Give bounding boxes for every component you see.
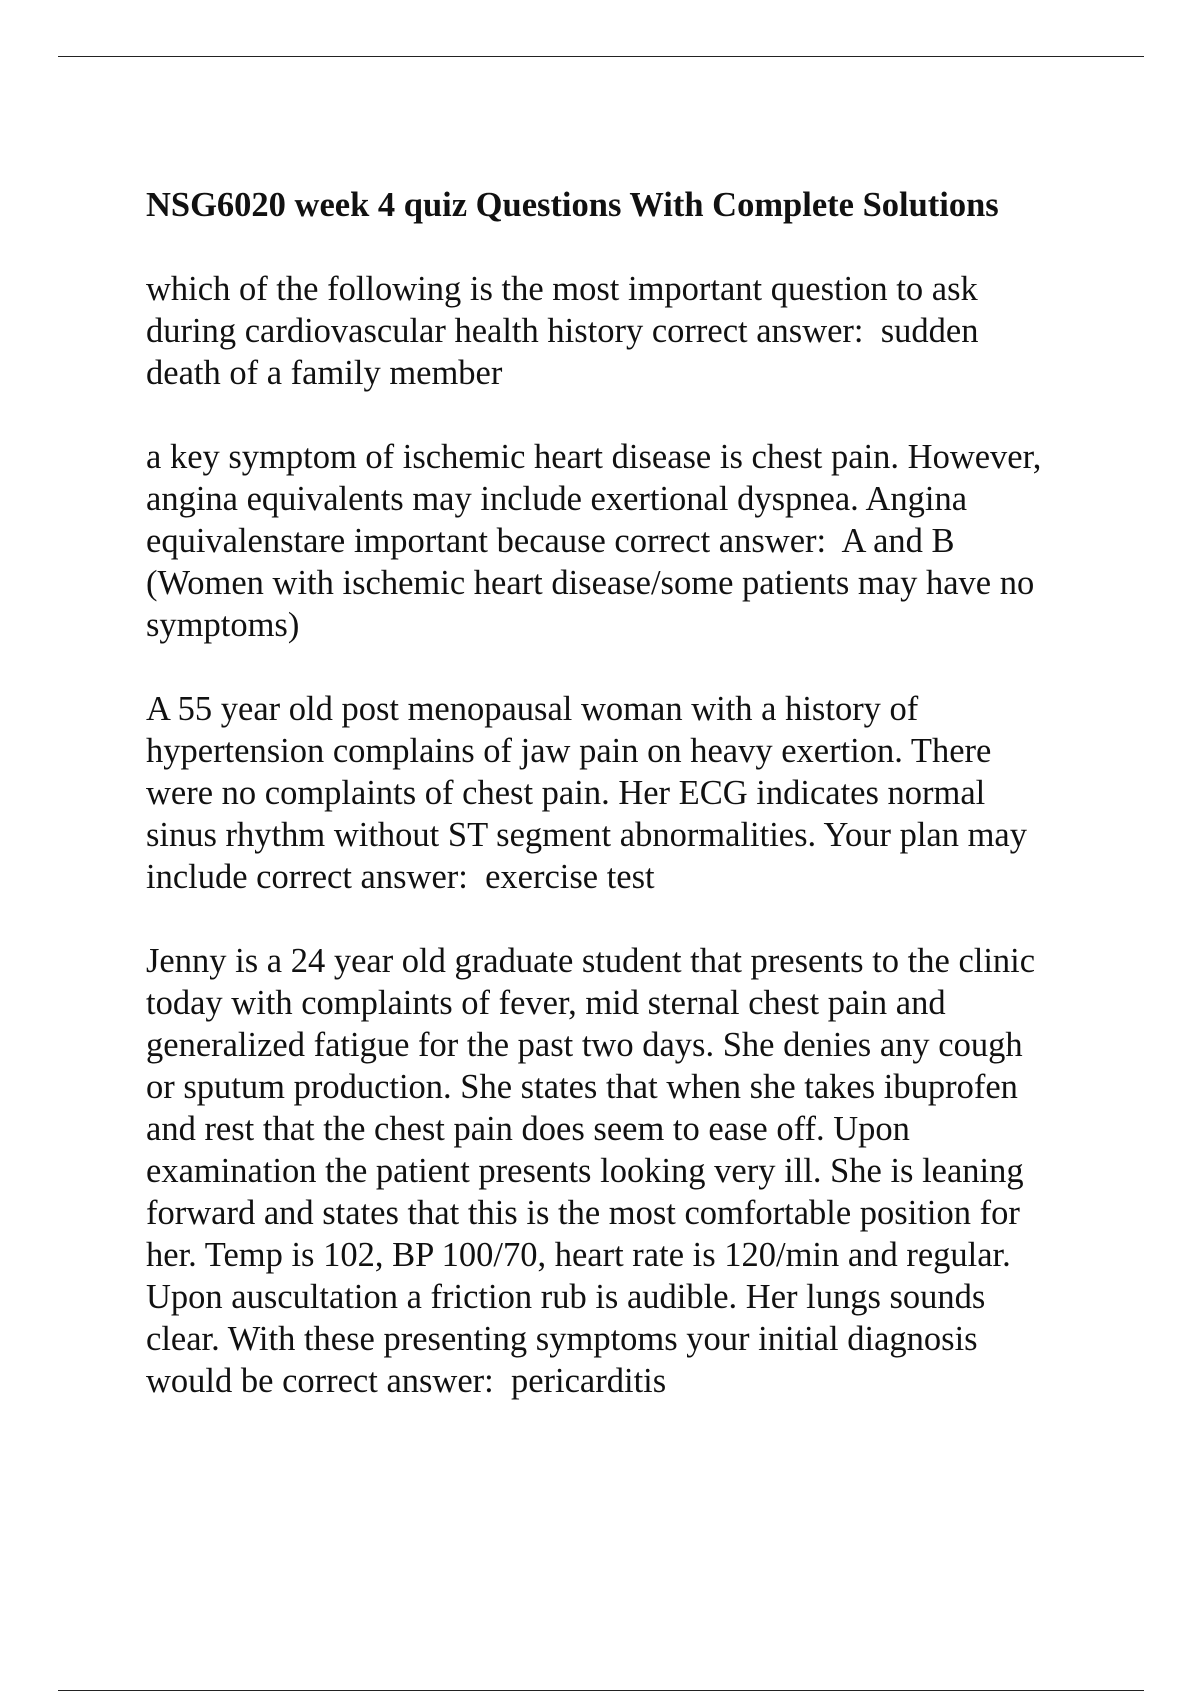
qa-line: generalized fatigue for the past two days. She denies any cough — [146, 1026, 1023, 1064]
qa-line: her. Temp is 102, BP 100/70, heart rate is 120/min and regular. — [146, 1236, 1011, 1274]
qa-line: death of a family member — [146, 354, 503, 392]
qa-line: (Women with ischemic heart disease/some patients may have no — [146, 564, 1035, 602]
qa-line: which of the following is the most important question to ask — [146, 270, 978, 308]
qa-line: symptoms) — [146, 606, 300, 644]
qa-line: today with complaints of fever, mid sternal chest pain and — [146, 984, 946, 1022]
qa-line: Upon auscultation a friction rub is audible. Her lungs sounds — [146, 1278, 986, 1316]
qa-line: were no complaints of chest pain. Her ECG indicates normal — [146, 774, 986, 812]
qa-line: equivalenstare important because correct answer: A and B — [146, 522, 955, 560]
qa-line: or sputum production. She states that when she takes ibuprofen — [146, 1068, 1018, 1106]
qa-line: during cardiovascular health history correct answer: sudden — [146, 312, 979, 350]
footer-rule — [58, 1690, 1144, 1691]
qa-item-2 — [146, 436, 1146, 646]
document-title: NSG6020 week 4 quiz Questions With Complete Solutions — [146, 186, 999, 224]
qa-line: examination the patient presents looking very ill. She is leaning — [146, 1152, 1024, 1190]
qa-line: sinus rhythm without ST segment abnormalities. Your plan may — [146, 816, 1027, 854]
qa-item-1 — [146, 268, 1146, 394]
document-body — [146, 184, 1146, 1444]
qa-line: angina equivalents may include exertional dyspnea. Angina — [146, 480, 968, 518]
qa-line: hypertension complains of jaw pain on heavy exertion. There — [146, 732, 992, 770]
qa-line: would be correct answer: pericarditis — [146, 1362, 667, 1400]
qa-line: Jenny is a 24 year old graduate student that presents to the clinic — [146, 942, 1036, 980]
qa-line: a key symptom of ischemic heart disease is chest pain. However, — [146, 438, 1042, 476]
header-rule — [58, 56, 1144, 57]
qa-line: and rest that the chest pain does seem to ease off. Upon — [146, 1110, 910, 1148]
qa-line: A 55 year old post menopausal woman with a history of — [146, 690, 919, 728]
qa-line: clear. With these presenting symptoms your initial diagnosis — [146, 1320, 978, 1358]
qa-item-3 — [146, 688, 1146, 898]
qa-line: include correct answer: exercise test — [146, 858, 655, 896]
qa-line: forward and states that this is the most comfortable position for — [146, 1194, 1020, 1232]
qa-item-4 — [146, 940, 1146, 1402]
